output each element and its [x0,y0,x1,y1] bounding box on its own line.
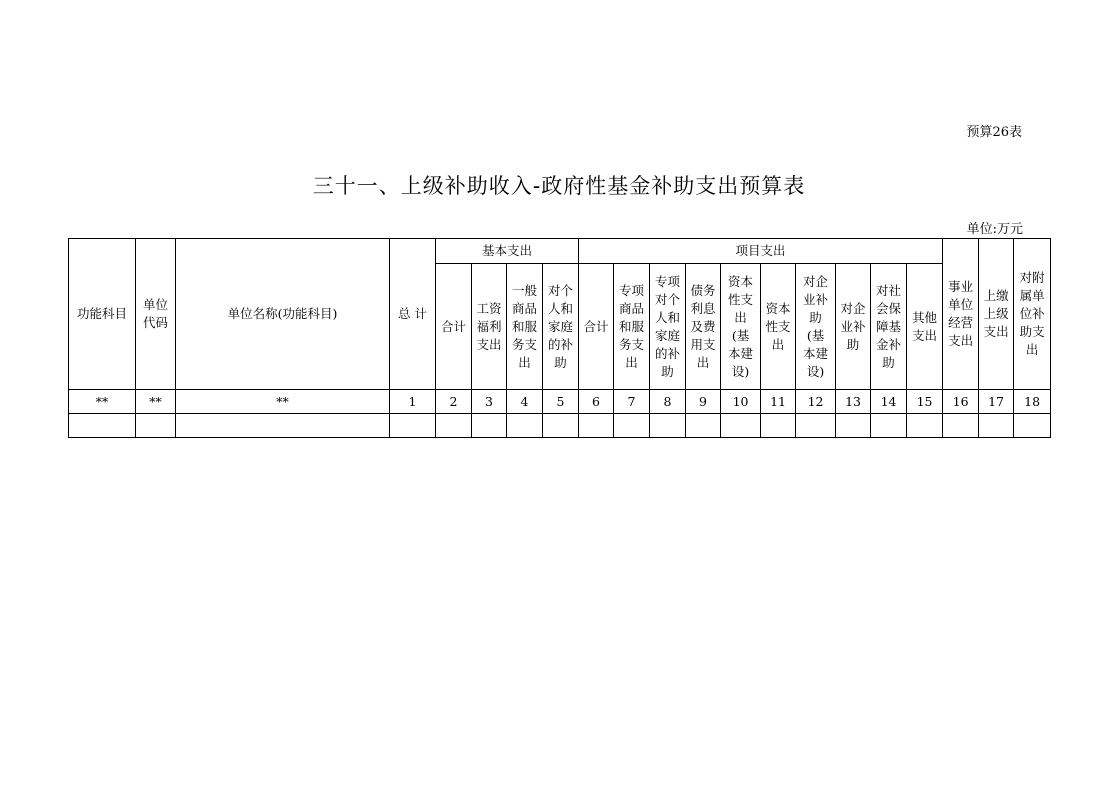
col-project-goods: 专项商品和服务支出 [614,264,650,390]
table-cell [943,414,979,438]
col-basic-personal: 对个人和家庭的补助 [543,264,579,390]
table-cell: 3 [472,390,507,414]
col-project-other: 其他支出 [907,264,943,390]
unit-label: 单位:万元 [966,222,1023,237]
header-row-group [69,239,1051,264]
table-cell [761,414,796,438]
col-basic-total: 合计 [436,264,472,390]
table-cell: 9 [686,390,721,414]
table-cell [436,414,472,438]
table-cell [507,414,543,438]
col-unit-code: 单位代码 [136,239,176,390]
table-cell [686,414,721,438]
table-cell: ** [69,390,136,414]
table-cell [907,414,943,438]
col-basic-wages: 工资福利支出 [472,264,507,390]
table-cell: ** [176,390,390,414]
table-cell: 15 [907,390,943,414]
table-cell [721,414,761,438]
table-cell: 14 [871,390,907,414]
table-cell [650,414,686,438]
col-project-capital: 资本性支出 [761,264,796,390]
table-cell [543,414,579,438]
col-project-enterprise-construction: 对企业补助(基本建设) [796,264,836,390]
col-affiliated: 对附属单位补助支出 [1014,239,1051,390]
table-cell: 4 [507,390,543,414]
col-project-total: 合计 [579,264,614,390]
number-row [69,390,1051,414]
table-cell: 12 [796,390,836,414]
page-title: 三十一、上级补助收入-政府性基金补助支出预算表 [312,174,806,198]
budget-table [68,238,1051,438]
table-cell: 16 [943,390,979,414]
table-cell [1014,414,1051,438]
table-cell: 17 [979,390,1014,414]
col-project-social-security: 对社会保障基金补助 [871,264,907,390]
table-cell [979,414,1014,438]
table-cell [472,414,507,438]
table-cell [136,414,176,438]
table-cell: 1 [390,390,436,414]
col-superior: 上缴上级支出 [979,239,1014,390]
col-unit-name: 单位名称(功能科目) [176,239,390,390]
table-cell: ** [136,390,176,414]
table-cell: 13 [836,390,871,414]
table-cell: 7 [614,390,650,414]
col-project-enterprise: 对企业补助 [836,264,871,390]
col-basic-goods: 一般商品和服务支出 [507,264,543,390]
table-cell: 10 [721,390,761,414]
table-cell: 11 [761,390,796,414]
table-cell [390,414,436,438]
group-project: 项目支出 [579,239,943,264]
col-total: 总 计 [390,239,436,390]
table-cell: 5 [543,390,579,414]
table-cell: 8 [650,390,686,414]
table-row [69,414,1051,438]
table-cell: 6 [579,390,614,414]
col-project-debt: 债务利息及费用支出 [686,264,721,390]
table-cell [871,414,907,438]
table-cell [796,414,836,438]
table-cell: 2 [436,390,472,414]
form-number: 预算26表 [966,125,1022,140]
table-cell [579,414,614,438]
table-cell: 18 [1014,390,1051,414]
col-func-subject: 功能科目 [69,239,136,390]
table-cell [836,414,871,438]
col-project-personal: 专项对个人和家庭的补助 [650,264,686,390]
table-cell [176,414,390,438]
table-cell [614,414,650,438]
col-enterprise: 事业单位经营支出 [943,239,979,390]
col-project-capital-construction: 资本性支出(基本建设) [721,264,761,390]
table-cell [69,414,136,438]
group-basic: 基本支出 [436,239,579,264]
